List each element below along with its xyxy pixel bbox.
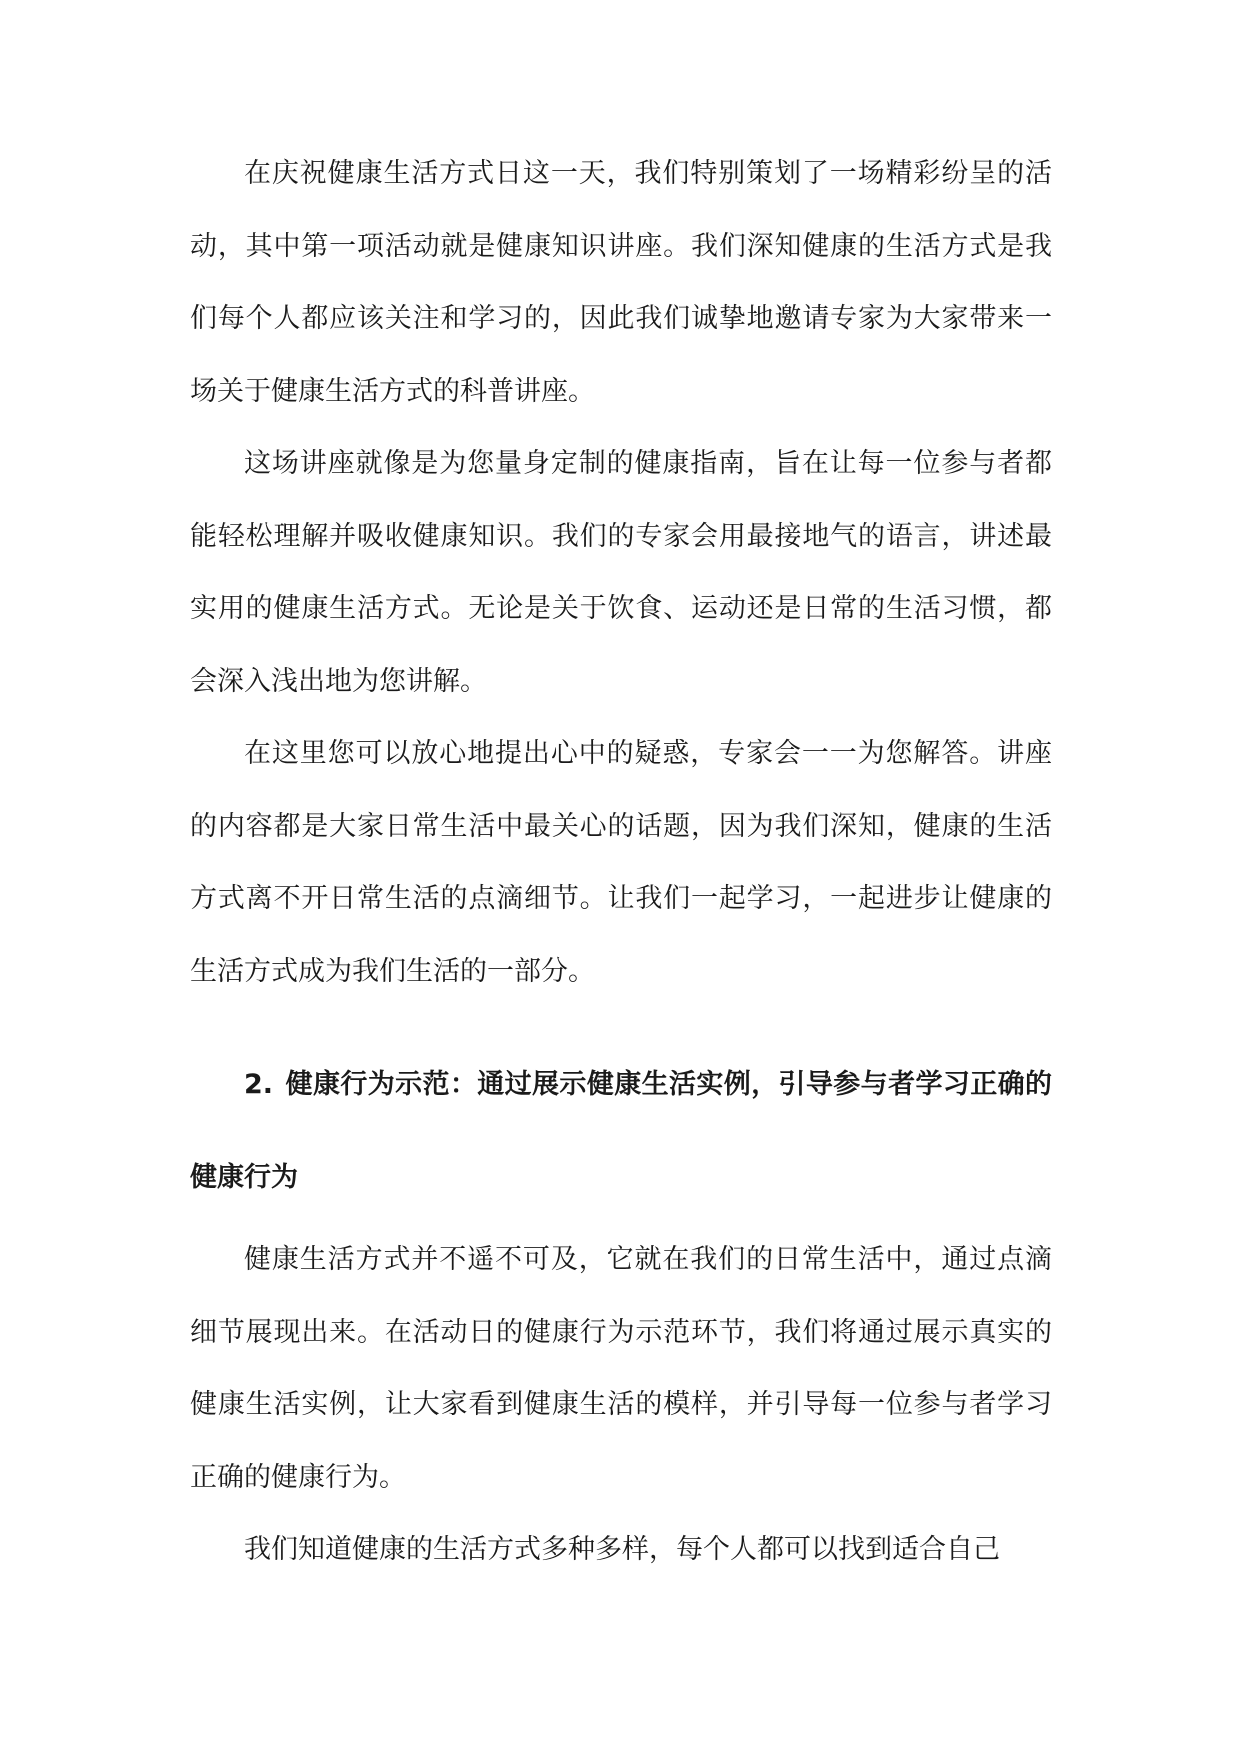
- paragraph-lecture-guide: 这场讲座就像是为您量身定制的健康指南，旨在让每一位参与者都能轻松理解并吸收健康知识。我们的专家会用最接地气的语言，讲述最实用的健康生活方式。无论是关于饮食、运动还是日常的生活习惯，都会深入浅出地为您讲解。: [190, 448, 1052, 697]
- section-title: 健康行为示范：通过展示健康生活实例，引导参与者学习正确的健康行为: [190, 1069, 1052, 1193]
- section-number: 2.: [244, 1069, 274, 1100]
- paragraph-lecture-intro: 在庆祝健康生活方式日这一天，我们特别策划了一场精彩纷呈的活动，其中第一项活动就是健康知识讲座。我们深知健康的生活方式是我们每个人都应该关注和学习的，因此我们诚挚地邀请专家为大家带来一场关于健康生活方式的科普讲座。: [190, 158, 1052, 407]
- paragraph-demo-intro: 健康生活方式并不遥不可及，它就在我们的日常生活中，通过点滴细节展现出来。在活动日的健康行为示范环节，我们将通过展示真实的健康生活实例，让大家看到健康生活的模样，并引导每一位参与者学习正确的健康行为。: [190, 1244, 1052, 1493]
- paragraph-demo-variety: 我们知道健康的生活方式多种多样，每个人都可以找到适合自己: [244, 1534, 1000, 1565]
- paragraph-lecture-qa: 在这里您可以放心地提出心中的疑惑，专家会一一为您解答。讲座的内容都是大家日常生活中最关心的话题，因为我们深知，健康的生活方式离不开日常生活的点滴细节。让我们一起学习，一起进步让健康的生活方式成为我们生活的一部分。: [190, 738, 1052, 987]
- section-heading: [190, 1038, 1052, 1224]
- document-body: [190, 138, 1052, 1587]
